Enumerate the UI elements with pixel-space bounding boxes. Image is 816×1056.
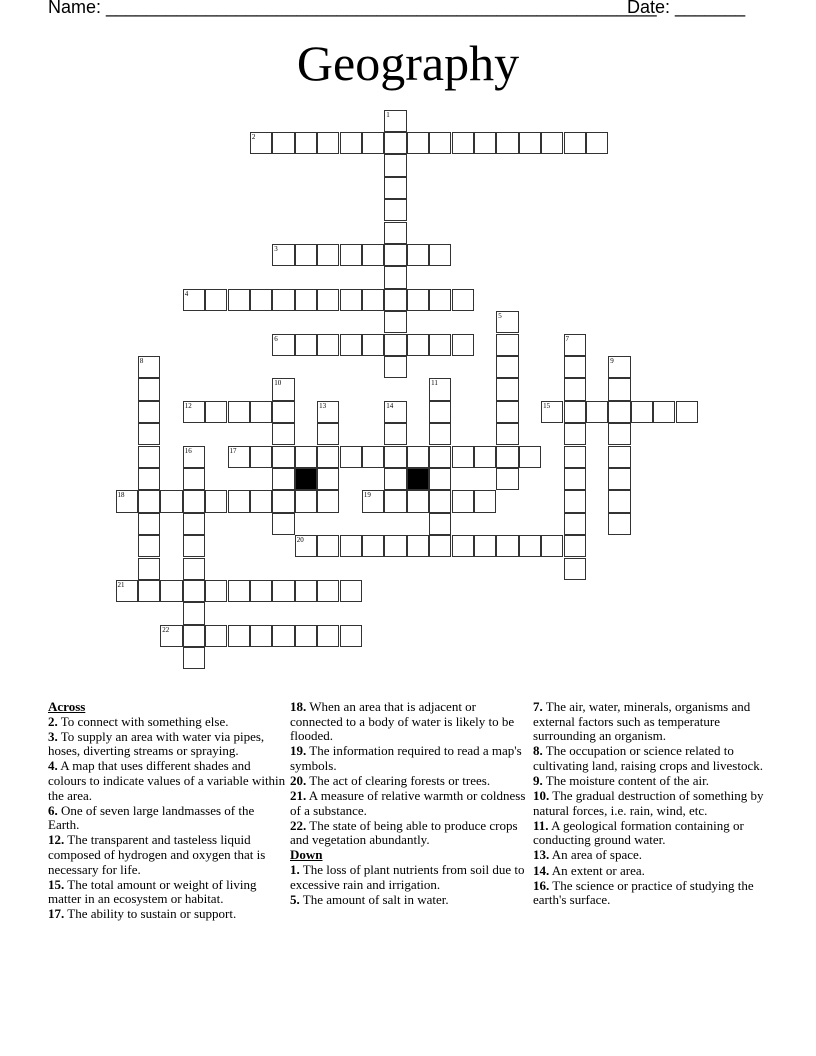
clue-text: The transparent and tasteless liquid composed of hydrogen and oxygen that is necessary for life.	[48, 832, 266, 877]
grid-cell[interactable]	[608, 513, 630, 535]
clue-text: The moisture content of the air.	[542, 772, 709, 788]
grid-cell[interactable]	[138, 356, 160, 378]
grid-cell[interactable]	[272, 580, 294, 602]
clue-number: 22.	[290, 817, 307, 833]
grid-cell[interactable]	[183, 289, 205, 311]
clue-text: A measure of relative warmth or coldness of a substance.	[290, 788, 526, 818]
clue-text: The act of clearing forests or trees.	[306, 772, 491, 788]
grid-cell[interactable]	[295, 289, 317, 311]
grid-cell[interactable]	[272, 132, 294, 154]
clue-number: 16	[184, 446, 192, 455]
grid-cell[interactable]	[138, 535, 160, 557]
grid-cell[interactable]	[317, 625, 339, 647]
down-clue	[533, 774, 773, 789]
clue-number: 8.	[533, 743, 543, 759]
clue-number: 21	[117, 580, 125, 589]
grid-cell[interactable]	[250, 401, 272, 423]
grid-cell[interactable]	[474, 490, 496, 512]
grid-cell[interactable]	[564, 446, 586, 468]
grid-cell[interactable]	[250, 132, 272, 154]
clue-text: The information required to read a map's symbols.	[290, 743, 522, 773]
grid-cell[interactable]	[384, 222, 406, 244]
clue-number: 10.	[533, 788, 550, 804]
grid-cell[interactable]	[340, 244, 362, 266]
grid-cell[interactable]	[116, 490, 138, 512]
grid-cell[interactable]	[160, 490, 182, 512]
clue-number: 20.	[290, 772, 307, 788]
across-clue	[290, 774, 530, 789]
grid-cell[interactable]	[519, 446, 541, 468]
grid-cell[interactable]	[205, 625, 227, 647]
grid-cell[interactable]	[205, 490, 227, 512]
grid-cell[interactable]	[407, 490, 429, 512]
grid-cell[interactable]	[429, 334, 451, 356]
clue-number: 17.	[48, 906, 65, 922]
grid-cell[interactable]	[340, 625, 362, 647]
grid-cell[interactable]	[317, 244, 339, 266]
grid-cell[interactable]	[384, 177, 406, 199]
grid-cell[interactable]	[160, 625, 182, 647]
grid-cell[interactable]	[608, 468, 630, 490]
down-clue	[290, 863, 530, 892]
grid-cell[interactable]	[496, 468, 518, 490]
grid-cell[interactable]	[452, 334, 474, 356]
grid-cell[interactable]	[384, 356, 406, 378]
clue-text: The science or practice of studying the earth's surface.	[533, 877, 754, 908]
clues-column-2	[290, 700, 530, 908]
clue-number: 1	[386, 110, 390, 119]
clue-number: 7.	[533, 699, 543, 714]
grid-cell[interactable]	[384, 132, 406, 154]
across-clue	[290, 744, 530, 773]
across-clue	[48, 759, 288, 803]
grid-cell[interactable]	[183, 513, 205, 535]
grid-cell[interactable]	[407, 446, 429, 468]
grid-cell[interactable]	[608, 490, 630, 512]
grid-cell[interactable]	[272, 289, 294, 311]
down-clue	[533, 819, 773, 848]
across-clue	[48, 730, 288, 759]
grid-cell[interactable]	[474, 535, 496, 557]
grid-cell[interactable]	[228, 401, 250, 423]
grid-cell[interactable]	[138, 468, 160, 490]
clue-text: The state of being able to produce crops and vegetation abundantly.	[290, 817, 518, 848]
grid-cell[interactable]	[138, 423, 160, 445]
grid-cell[interactable]	[250, 289, 272, 311]
clue-text: The amount of salt in water.	[299, 891, 449, 907]
grid-cell[interactable]	[340, 446, 362, 468]
across-clue	[48, 804, 288, 833]
grid-cell[interactable]	[340, 535, 362, 557]
grid-cell[interactable]	[496, 423, 518, 445]
grid-cell[interactable]	[183, 490, 205, 512]
grid-cell[interactable]	[496, 356, 518, 378]
grid-cell[interactable]	[228, 580, 250, 602]
grid-cell[interactable]	[317, 334, 339, 356]
grid-cell[interactable]	[541, 132, 563, 154]
grid-cell[interactable]	[362, 244, 384, 266]
grid-cell[interactable]	[384, 266, 406, 288]
clue-number: 15	[543, 401, 551, 410]
page-title: Geography	[296, 35, 520, 91]
clue-number: 17	[229, 446, 237, 455]
down-clue	[533, 744, 773, 773]
clue-text: One of seven large landmasses of the Earth.	[48, 802, 255, 833]
clue-number: 11	[431, 379, 438, 388]
clue-text: The ability to sustain or support.	[64, 906, 237, 922]
grid-cell[interactable]	[272, 334, 294, 356]
grid-cell[interactable]	[250, 490, 272, 512]
clue-number: 20	[296, 536, 304, 545]
grid-cell[interactable]	[429, 132, 451, 154]
clue-number: 8	[139, 356, 144, 365]
across-clue	[48, 907, 288, 922]
grid-cell[interactable]	[295, 580, 317, 602]
grid-cell[interactable]	[653, 401, 675, 423]
clue-number: 4.	[48, 758, 58, 774]
grid-cell[interactable]	[564, 132, 586, 154]
clue-text: A map that uses different shades and colours to indicate values of a variable within the area.	[48, 758, 286, 803]
grid-cell[interactable]	[340, 580, 362, 602]
grid-cell[interactable]	[138, 401, 160, 423]
grid-cell[interactable]	[183, 558, 205, 580]
grid-cell[interactable]	[340, 334, 362, 356]
grid-cell[interactable]	[496, 446, 518, 468]
clue-number: 15.	[48, 876, 65, 892]
clue-number: 3	[274, 244, 278, 253]
grid-cell[interactable]	[183, 580, 205, 602]
grid-cell[interactable]	[384, 446, 406, 468]
black-square	[407, 468, 429, 490]
grid-cell[interactable]	[564, 334, 586, 356]
grid-cell[interactable]	[407, 334, 429, 356]
clue-number: 21.	[290, 788, 307, 804]
grid-cell[interactable]	[317, 580, 339, 602]
clues-column-1	[48, 700, 288, 922]
grid-cell[interactable]	[295, 132, 317, 154]
grid-cell[interactable]	[272, 513, 294, 535]
down-heading: Down	[290, 847, 323, 863]
grid-cell[interactable]	[183, 446, 205, 468]
grid-cell[interactable]	[429, 289, 451, 311]
grid-cell[interactable]	[362, 334, 384, 356]
clue-number: 14	[386, 401, 394, 410]
grid-cell[interactable]	[272, 446, 294, 468]
clue-number: 6	[274, 334, 278, 343]
grid-cell[interactable]	[496, 334, 518, 356]
grid-cell[interactable]	[340, 132, 362, 154]
clue-number: 18	[117, 491, 125, 500]
across-clue	[290, 789, 530, 818]
grid-cell[interactable]	[429, 244, 451, 266]
clue-number: 1.	[290, 862, 300, 878]
clue-text: The loss of plant nutrients from soil due to excessive rain and irrigation.	[290, 862, 525, 892]
grid-cell[interactable]	[317, 401, 339, 423]
grid-cell[interactable]	[407, 289, 429, 311]
down-clue	[533, 879, 773, 908]
grid-cell[interactable]	[452, 289, 474, 311]
grid-cell[interactable]	[608, 356, 630, 378]
clue-number: 12.	[48, 832, 65, 848]
grid-cell[interactable]	[384, 244, 406, 266]
grid-cell[interactable]	[295, 625, 317, 647]
clue-number: 11.	[533, 817, 549, 833]
clue-number: 5.	[290, 891, 300, 907]
grid-cell[interactable]	[183, 602, 205, 624]
down-clue	[533, 700, 773, 744]
grid-cell[interactable]	[429, 401, 451, 423]
across-heading: Across	[48, 699, 86, 714]
grid-cell[interactable]	[452, 132, 474, 154]
clue-number: 12	[184, 401, 192, 410]
grid-cell[interactable]	[676, 401, 698, 423]
clue-text: An area of space.	[549, 847, 643, 863]
grid-cell[interactable]	[317, 132, 339, 154]
grid-cell[interactable]	[317, 446, 339, 468]
grid-cell[interactable]	[564, 490, 586, 512]
clue-number: 19.	[290, 743, 307, 759]
grid-cell[interactable]	[586, 401, 608, 423]
clue-number: 14.	[533, 862, 550, 878]
grid-cell[interactable]	[608, 401, 630, 423]
grid-cell[interactable]	[183, 401, 205, 423]
grid-cell[interactable]	[384, 423, 406, 445]
grid-cell[interactable]	[183, 625, 205, 647]
grid-cell[interactable]	[541, 535, 563, 557]
down-clue	[533, 848, 773, 863]
grid-cell[interactable]	[384, 289, 406, 311]
grid-cell[interactable]	[250, 580, 272, 602]
grid-cell[interactable]	[138, 558, 160, 580]
grid-cell[interactable]	[564, 401, 586, 423]
clue-text: The gradual destruction of something by natural forces, i.e. rain, wind, etc.	[533, 788, 764, 818]
grid-cell[interactable]	[272, 423, 294, 445]
grid-cell[interactable]	[205, 401, 227, 423]
grid-cell[interactable]	[496, 401, 518, 423]
clue-text: The air, water, minerals, organisms and external factors such as temperature surrounding an organism.	[533, 699, 751, 744]
across-clue	[48, 878, 288, 907]
clue-text: To connect with something else.	[57, 713, 229, 729]
down-clue	[290, 893, 530, 908]
grid-cell[interactable]	[519, 132, 541, 154]
grid-cell[interactable]	[205, 580, 227, 602]
clues-column-3	[533, 700, 773, 908]
grid-cell[interactable]	[429, 490, 451, 512]
grid-cell[interactable]	[272, 490, 294, 512]
clue-text: To supply an area with water via pipes, hoses, diverting streams or spraying.	[48, 728, 265, 759]
grid-cell[interactable]	[608, 423, 630, 445]
grid-cell[interactable]	[138, 490, 160, 512]
grid-cell[interactable]	[384, 154, 406, 176]
grid-cell[interactable]	[474, 132, 496, 154]
clue-number: 5	[498, 312, 502, 321]
clue-number: 3.	[48, 728, 58, 744]
grid-cell[interactable]	[272, 625, 294, 647]
grid-cell[interactable]	[138, 513, 160, 535]
name-field[interactable]: Name: _______________________________________________________	[48, 0, 657, 17]
grid-cell[interactable]	[228, 289, 250, 311]
clue-number: 7	[565, 334, 569, 343]
clue-number: 19	[363, 491, 371, 500]
down-clue	[533, 864, 773, 879]
grid-cell[interactable]	[541, 401, 563, 423]
clue-number: 2.	[48, 713, 58, 729]
grid-cell[interactable]	[362, 289, 384, 311]
clue-text: A geological formation containing or conducting ground water.	[533, 817, 744, 848]
clue-number: 13	[319, 401, 327, 410]
grid-cell[interactable]	[429, 468, 451, 490]
grid-cell[interactable]	[317, 423, 339, 445]
grid-cell[interactable]	[429, 513, 451, 535]
grid-cell[interactable]	[608, 446, 630, 468]
grid-cell[interactable]	[452, 535, 474, 557]
grid-cell[interactable]	[183, 535, 205, 557]
clue-number: 10	[274, 379, 282, 388]
grid-cell[interactable]	[228, 625, 250, 647]
grid-cell[interactable]	[362, 490, 384, 512]
grid-cell[interactable]	[384, 535, 406, 557]
grid-cell[interactable]	[564, 356, 586, 378]
clue-number: 18.	[290, 699, 307, 714]
grid-cell[interactable]	[295, 446, 317, 468]
clue-number: 6.	[48, 802, 58, 818]
across-clue	[48, 833, 288, 877]
grid-cell[interactable]	[362, 535, 384, 557]
down-clue	[533, 789, 773, 818]
grid-cell[interactable]	[564, 535, 586, 557]
grid-cell[interactable]	[340, 289, 362, 311]
grid-cell[interactable]	[295, 244, 317, 266]
grid-cell[interactable]	[384, 199, 406, 221]
grid-cell[interactable]	[407, 132, 429, 154]
grid-cell[interactable]	[272, 468, 294, 490]
grid-cell[interactable]	[138, 446, 160, 468]
grid-cell[interactable]	[183, 468, 205, 490]
grid-cell[interactable]	[384, 401, 406, 423]
grid-cell[interactable]	[317, 535, 339, 557]
grid-cell[interactable]	[317, 490, 339, 512]
clue-text: An extent or area.	[549, 862, 645, 878]
grid-cell[interactable]	[496, 378, 518, 400]
grid-cell[interactable]	[564, 513, 586, 535]
grid-cell[interactable]	[452, 446, 474, 468]
grid-cell[interactable]	[295, 535, 317, 557]
grid-cell[interactable]	[317, 289, 339, 311]
grid-cell[interactable]	[138, 378, 160, 400]
grid-cell[interactable]	[160, 580, 182, 602]
grid-cell[interactable]	[384, 468, 406, 490]
grid-cell[interactable]	[564, 378, 586, 400]
across-clue	[48, 715, 288, 730]
grid-cell[interactable]	[564, 423, 586, 445]
across-clue	[290, 700, 530, 744]
grid-cell[interactable]	[183, 647, 205, 669]
grid-cell[interactable]	[295, 490, 317, 512]
grid-cell[interactable]	[564, 468, 586, 490]
grid-cell[interactable]	[496, 132, 518, 154]
grid-cell[interactable]	[608, 378, 630, 400]
grid-cell[interactable]	[362, 132, 384, 154]
grid-cell[interactable]	[407, 244, 429, 266]
black-square	[295, 468, 317, 490]
grid-cell[interactable]	[519, 535, 541, 557]
grid-cell[interactable]	[272, 401, 294, 423]
grid-cell[interactable]	[362, 446, 384, 468]
clue-number: 9.	[533, 772, 543, 788]
grid-cell[interactable]	[250, 625, 272, 647]
grid-cell[interactable]	[272, 378, 294, 400]
grid-cell[interactable]	[384, 490, 406, 512]
clue-number: 16.	[533, 877, 550, 893]
grid-cell[interactable]	[429, 535, 451, 557]
grid-cell[interactable]	[116, 580, 138, 602]
grid-cell[interactable]	[317, 468, 339, 490]
date-field[interactable]: Date: _______	[627, 0, 746, 17]
clue-number: 2	[251, 132, 256, 141]
grid-cell[interactable]	[384, 311, 406, 333]
grid-cell[interactable]	[496, 311, 518, 333]
grid-cell[interactable]	[228, 446, 250, 468]
grid-cell[interactable]	[228, 490, 250, 512]
grid-cell[interactable]	[496, 535, 518, 557]
grid-cell[interactable]	[295, 334, 317, 356]
clue-number: 9	[610, 356, 614, 365]
clue-text: The occupation or science related to cultivating land, raising crops and livestock.	[533, 743, 763, 773]
grid-cell[interactable]	[564, 558, 586, 580]
grid-cell[interactable]	[384, 110, 406, 132]
clue-number: 4	[184, 289, 189, 298]
grid-cell[interactable]	[429, 423, 451, 445]
grid-cell[interactable]	[205, 289, 227, 311]
grid-cell[interactable]	[586, 132, 608, 154]
grid-cell[interactable]	[429, 378, 451, 400]
grid-cell[interactable]	[452, 490, 474, 512]
grid-cell[interactable]	[631, 401, 653, 423]
grid-cell[interactable]	[429, 446, 451, 468]
grid-cell[interactable]	[250, 446, 272, 468]
clue-number: 13.	[533, 847, 550, 863]
grid-cell[interactable]	[474, 446, 496, 468]
clue-number: 22	[162, 625, 170, 634]
grid-cell[interactable]	[138, 580, 160, 602]
grid-cell[interactable]	[407, 535, 429, 557]
clue-text: The total amount or weight of living matter in an ecosystem or habitat.	[48, 876, 257, 907]
grid-cell[interactable]	[272, 244, 294, 266]
across-clue	[290, 819, 530, 848]
clue-text: When an area that is adjacent or connected to a body of water is likely to be flooded.	[290, 699, 515, 744]
grid-cell[interactable]	[384, 334, 406, 356]
